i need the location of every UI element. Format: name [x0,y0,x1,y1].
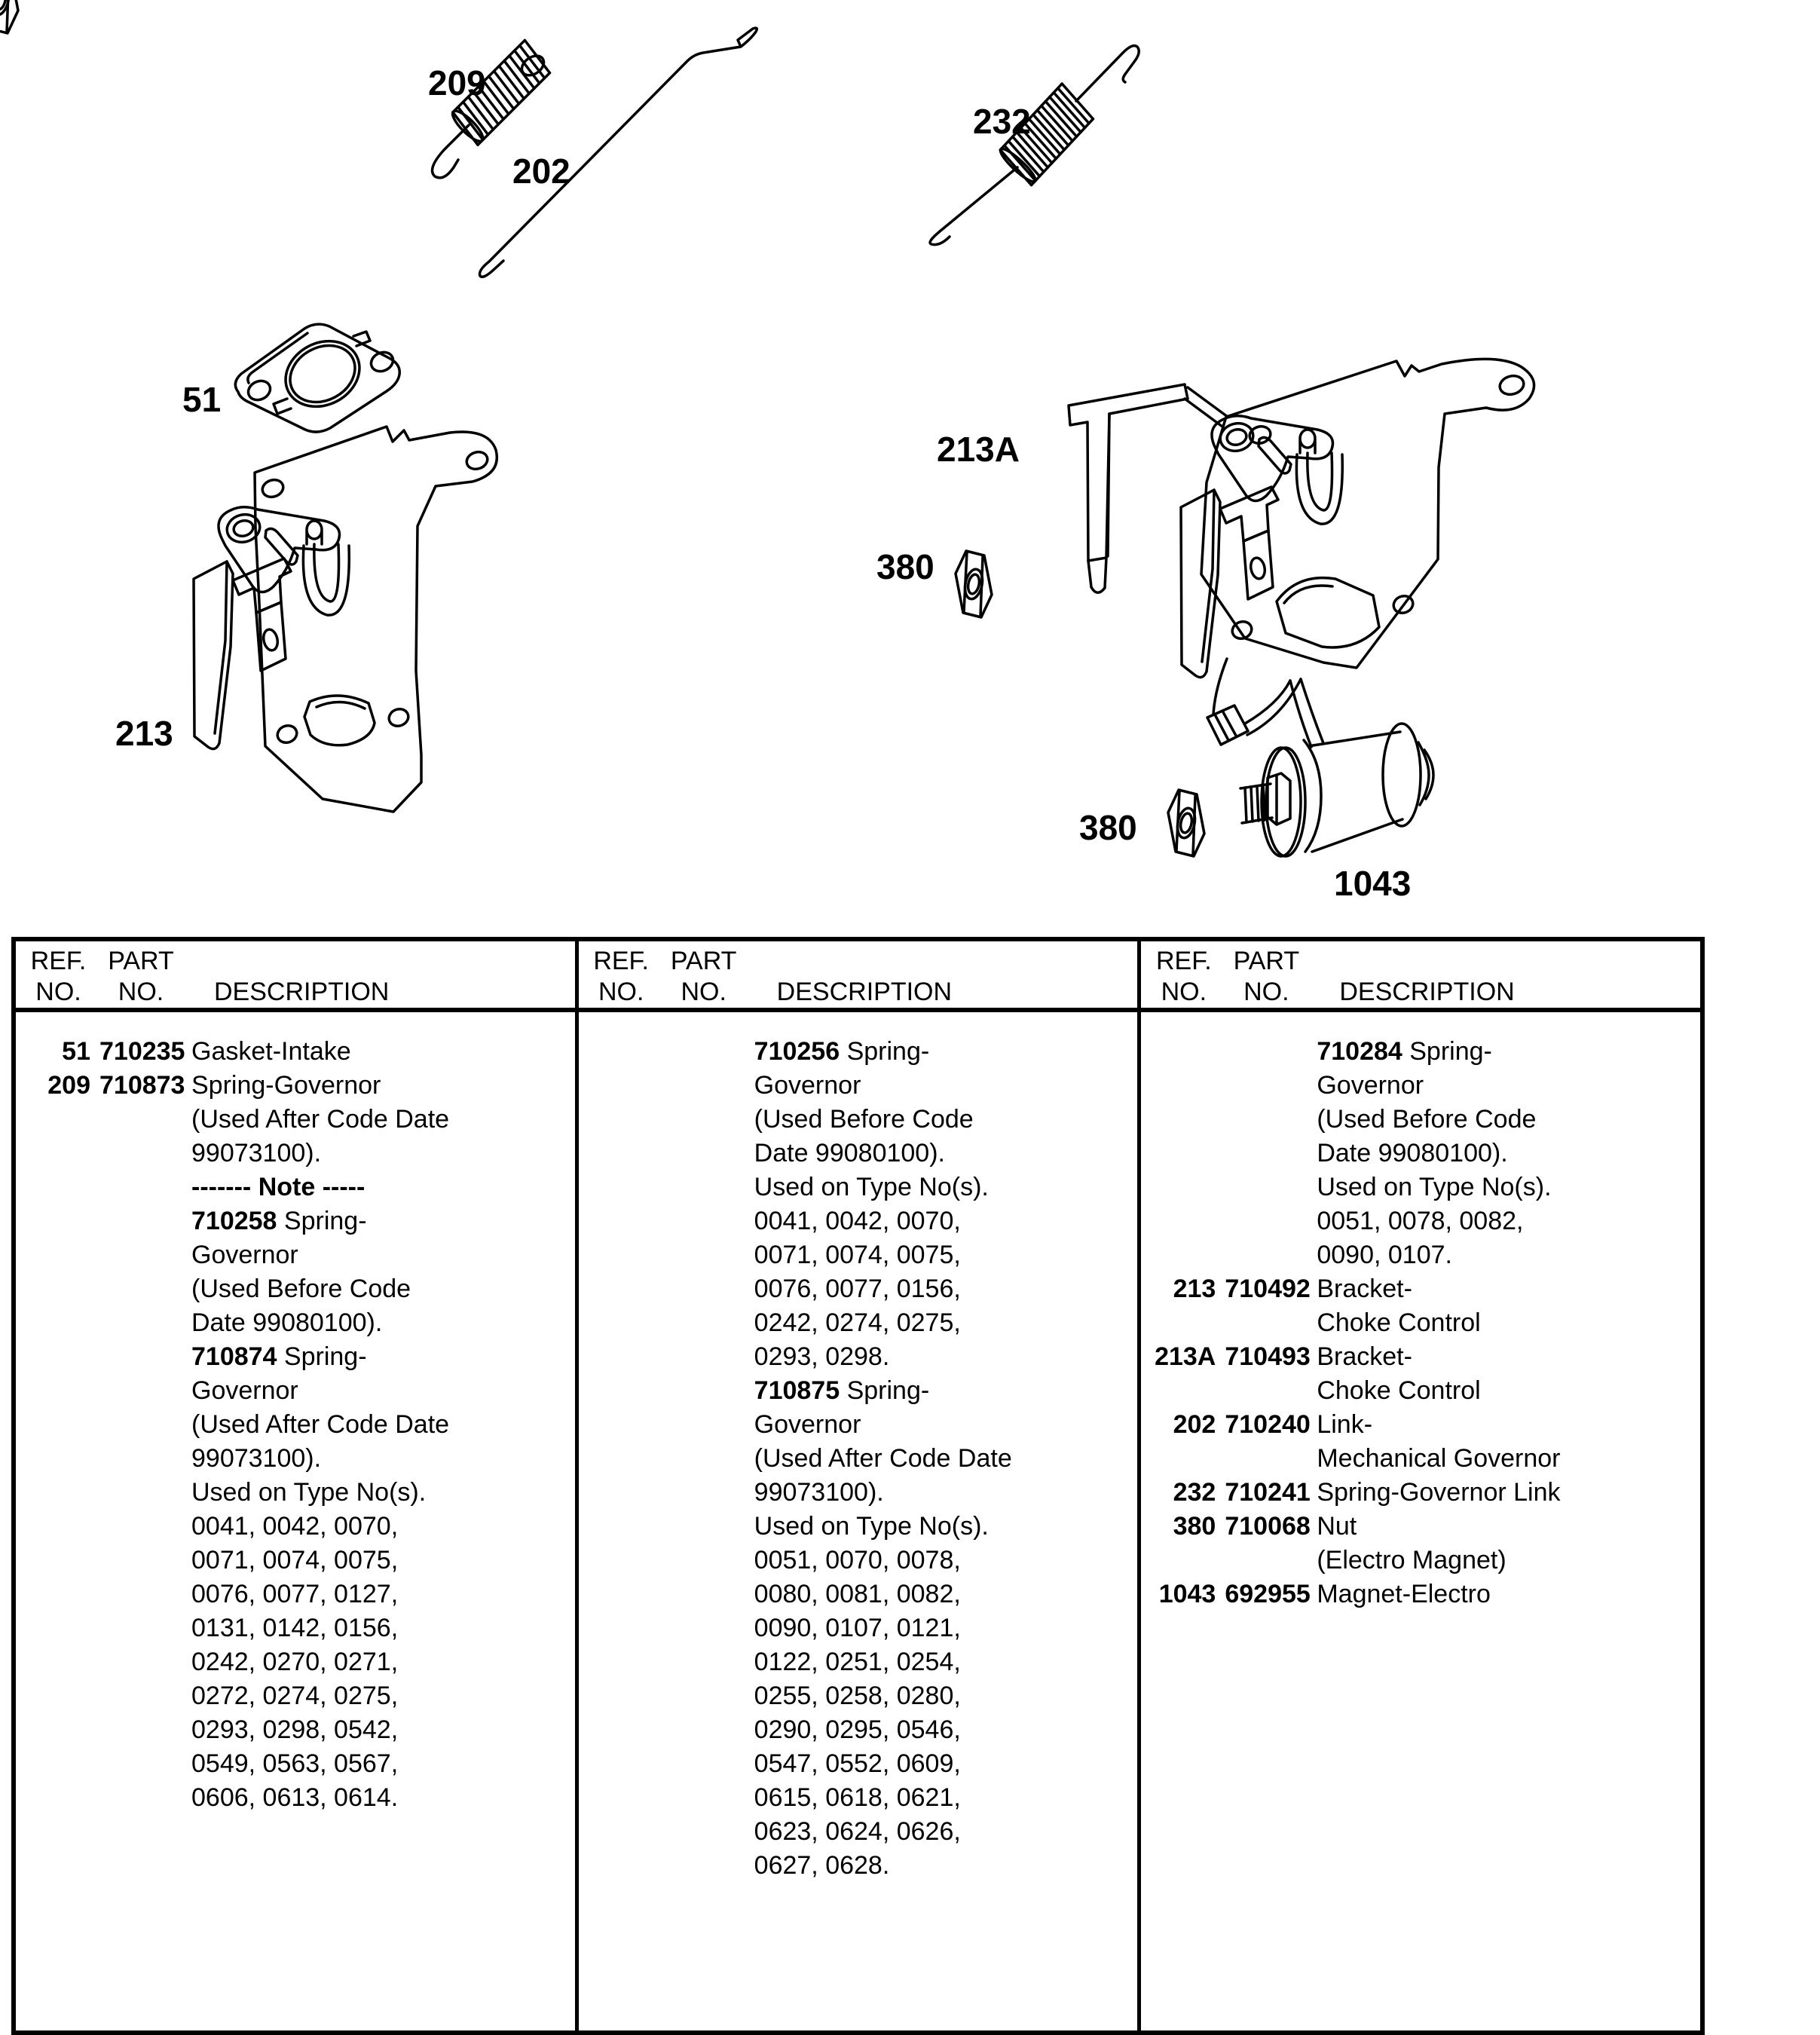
description-line: Spring-Governor Link [1317,1478,1561,1507]
description-line: 0549, 0563, 0567, [191,1749,399,1778]
ref-no-cell: 1043 [1158,1580,1216,1608]
header-part-line2: NO. [681,978,726,1006]
part-label-232: 232 [973,102,1031,141]
table-row [1152,1476,1694,1510]
description-line: 0076, 0077, 0156, [754,1275,961,1303]
description-line: Date 99080100). [1317,1139,1508,1167]
description-line: (Used After Code Date [754,1444,1012,1473]
gasket-51-drawing [235,324,399,432]
part-label-380: 380 [1079,808,1137,847]
header-part-no [99,946,182,1008]
bracket-213-drawing [194,427,497,812]
description-line: 0071, 0074, 0075, [191,1546,399,1574]
header-ref-line2: NO. [598,978,644,1006]
description-line: (Electro Magnet) [1317,1546,1506,1574]
table-header [1141,941,1700,1012]
table-row [589,1035,1132,1883]
description-line: 710875 Spring- [754,1376,930,1405]
description-line: Governor [754,1410,861,1439]
table-column [16,941,575,2030]
header-description [1317,946,1700,1008]
description-cell [1317,1408,1694,1476]
ref-no-cell: 202 [1173,1410,1216,1439]
table-row [26,1069,569,1815]
part-no-cell: 710241 [1225,1478,1311,1507]
part-label-1043: 1043 [1334,864,1412,903]
description-line: 0076, 0077, 0127, [191,1580,399,1608]
header-part-no [1225,946,1308,1008]
table-header [16,941,575,1012]
description-line: Governor [1317,1071,1424,1100]
part-no-cell: 710240 [1225,1410,1311,1439]
description-line: 0071, 0074, 0075, [754,1241,961,1269]
header-part-line1: PART [1233,947,1300,975]
description-line: 99073100). [754,1478,884,1507]
description-line: Link- [1317,1410,1373,1439]
part-label-380: 380 [876,547,934,586]
description-line: Mechanical Governor [1317,1444,1561,1473]
description-line: 0080, 0081, 0082, [754,1580,961,1608]
part-no-cell: 692955 [1225,1580,1311,1608]
description-line: Governor [754,1071,861,1100]
description-cell [1317,1035,1694,1272]
description-line: (Used After Code Date [191,1105,450,1134]
ref-no-cell [1152,1035,1216,1272]
bracket-213a-drawing [1069,359,1534,745]
header-part-line1: PART [108,947,174,975]
part-no-cell [1225,1035,1308,1272]
description-line: 0615, 0618, 0621, [754,1783,961,1812]
part-label-51: 51 [182,380,222,419]
header-ref-line1: REF. [30,947,87,975]
header-ref-no [26,946,90,1008]
header-description-label: DESCRIPTION [1339,978,1515,1006]
description-line: 0122, 0251, 0254, [754,1648,961,1676]
description-line: 710284 Spring- [1317,1037,1492,1066]
description-line: Used on Type No(s). [754,1512,989,1541]
description-line: 0606, 0613, 0614. [191,1783,399,1812]
description-line: Bracket- [1317,1275,1412,1303]
part-no-cell: 710235 [99,1037,185,1066]
spring-232-drawing [930,46,1139,245]
nut-380-drawing [956,551,992,617]
description-line: Used on Type No(s). [1317,1173,1552,1201]
description-line: Nut [1317,1512,1357,1541]
description-line: 0131, 0142, 0156, [191,1614,399,1642]
part-label-202: 202 [512,151,570,191]
part-label-213: 213 [115,714,173,753]
table-row [1152,1578,1694,1611]
ref-no-cell: 380 [1173,1512,1216,1541]
description-line: 0627, 0628. [754,1851,890,1880]
ref-no-cell: 232 [1173,1478,1216,1507]
description-line: 0041, 0042, 0070, [754,1207,961,1235]
description-line: (Used Before Code [1317,1105,1537,1134]
description-cell [1317,1340,1694,1408]
part-no-cell: 710873 [99,1071,185,1100]
header-ref-line1: REF. [1156,947,1212,975]
part-no-cell: 710492 [1225,1275,1311,1303]
part-no-cell [662,1035,745,1883]
description-line: Choke Control [1317,1376,1481,1405]
description-line: Choke Control [1317,1308,1481,1337]
description-line: Gasket-Intake [191,1037,351,1066]
description-line: 0051, 0078, 0082, [1317,1207,1524,1235]
description-line: 0272, 0274, 0275, [191,1682,399,1710]
table-row [26,1035,569,1069]
header-part-line2: NO. [1243,978,1289,1006]
table-column [575,941,1138,2030]
description-cell [754,1035,1132,1883]
description-line: 0242, 0270, 0271, [191,1648,399,1676]
description-cell [1317,1578,1694,1611]
ref-no-cell: 213A [1155,1342,1216,1371]
table-body [1141,1012,1700,1611]
part-no-cell: 710493 [1225,1342,1311,1371]
description-line: Magnet-Electro [1317,1580,1491,1608]
description-cell [1317,1272,1694,1340]
header-ref-no [1152,946,1216,1008]
description-line: 0242, 0274, 0275, [754,1308,961,1337]
description-line: Used on Type No(s). [754,1173,989,1201]
header-part-line1: PART [670,947,737,975]
description-line: Date 99080100). [191,1308,383,1337]
description-line: Date 99080100). [754,1139,945,1167]
table-row [1152,1510,1694,1578]
ref-no-cell [589,1035,653,1883]
description-line: 0293, 0298. [754,1342,890,1371]
header-ref-no [589,946,653,1008]
table-body [16,1012,575,1815]
table-body [579,1012,1138,1883]
description-line: 710256 Spring- [754,1037,930,1066]
description-line: 0547, 0552, 0609, [754,1749,961,1778]
description-line: 0255, 0258, 0280, [754,1682,961,1710]
header-description-label: DESCRIPTION [214,978,390,1006]
header-part-no [662,946,745,1008]
part-no-cell: 710068 [1225,1512,1311,1541]
description-line: 0051, 0070, 0078, [754,1546,961,1574]
header-description-label: DESCRIPTION [776,978,953,1006]
header-ref-line2: NO. [1161,978,1207,1006]
part-label-213a: 213A [937,430,1020,469]
description-line: 99073100). [191,1444,322,1473]
description-line: 710874 Spring- [191,1342,367,1371]
table-row [1152,1340,1694,1408]
header-ref-line1: REF. [593,947,650,975]
ref-no-cell: 209 [47,1071,90,1100]
description-line: Bracket- [1317,1342,1412,1371]
description-cell [191,1069,569,1815]
part-label-209: 209 [428,63,486,103]
table-row [1152,1035,1694,1272]
description-line: Used on Type No(s). [191,1478,427,1507]
description-line: 710258 Spring- [191,1207,367,1235]
description-line: 0041, 0042, 0070, [191,1512,399,1541]
table-row [1152,1408,1694,1476]
table-header [579,941,1138,1012]
description-line: (Used Before Code [191,1275,411,1303]
description-cell [1317,1476,1694,1510]
description-line: 99073100). [191,1139,322,1167]
ref-no-cell: 51 [62,1037,90,1066]
description-line: ------- Note ----- [191,1173,366,1201]
description-line: Governor [191,1376,298,1405]
ref-no-cell: 213 [1173,1275,1216,1303]
description-cell [191,1035,569,1069]
description-line: 0293, 0298, 0542, [191,1715,399,1744]
parts-table [11,937,1705,2035]
description-line: (Used After Code Date [191,1410,450,1439]
description-line: 0623, 0624, 0626, [754,1817,961,1846]
header-ref-line2: NO. [35,978,81,1006]
description-line: Spring-Governor [191,1071,381,1100]
nut-380-drawing [1168,790,1204,856]
description-line: 0290, 0295, 0546, [754,1715,961,1744]
header-part-line2: NO. [118,978,164,1006]
header-description [191,946,575,1008]
description-line: 0090, 0107, 0121, [754,1614,961,1642]
description-line: 0090, 0107. [1317,1241,1452,1269]
description-line: Governor [191,1241,298,1269]
table-column [1137,941,1700,2030]
header-description [754,946,1138,1008]
table-row [1152,1272,1694,1340]
description-line: (Used Before Code [754,1105,974,1134]
description-cell [1317,1510,1694,1578]
parts-diagram [0,0,1820,937]
